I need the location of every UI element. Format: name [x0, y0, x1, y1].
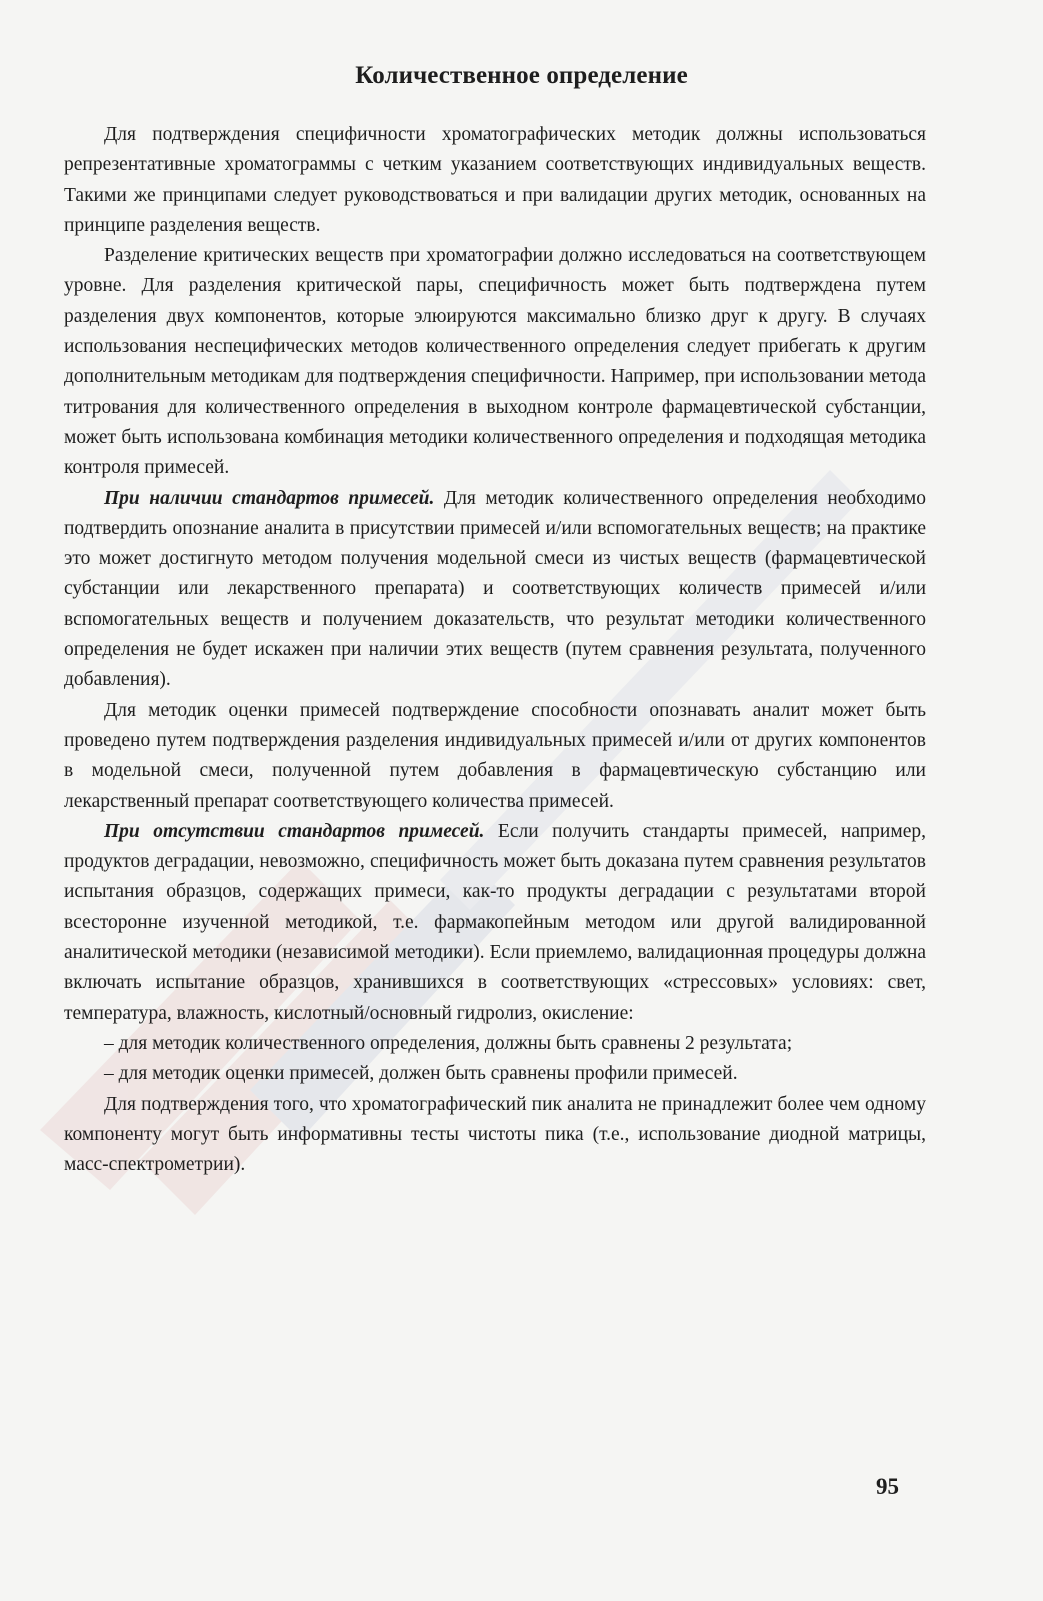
list-item-2: [64, 1059, 926, 1089]
paragraph-3-lead: При наличии стандартов примесей.: [104, 487, 435, 509]
paragraph-6: [64, 1090, 926, 1181]
paragraph-5: [64, 817, 926, 1029]
page-number: 95: [876, 1474, 899, 1499]
paragraph-5-lead: При отсутствии стандартов примесей.: [104, 820, 485, 842]
paragraph-2-text: Разделение критических веществ при хроматографии должно исследоваться на соответствующем уровне. Для разделения критической пары, специфичность может быть подтверждена путем разделения двух компонентов, которые элюируются максимально близко друг к другу. В случаях использования неспецифических методов количественного определения следует прибегать к другим дополнительным методикам для подтверждения специфичности. Например, при использовании метода титрования для количественного определения в выходном контроле фармацевтической субстанции, может быть использована комбинация методики количественного определения и подходящая методика контроля примесей.: [64, 245, 926, 479]
paragraph-3-text: Для методик количественного определения необходимо подтвердить опознание аналита в присутствии примесей и/или вспомогательных веществ; на практике это может достигнуто методом получения модельной смеси из чистых веществ (фармацевтической субстанции или лекарственного препарата) и соответствующих количеств примесей и/или вспомогательных веществ и получением доказательств, что результат методики количественного определения не будет искажен при наличии этих веществ (путем сравнения результата, полученного добавления).: [64, 487, 926, 691]
page-title: Количественное определение: [355, 62, 688, 89]
body-text: [64, 120, 926, 1180]
paragraph-4-text: Для методик оценки примесей подтверждение способности опознавать аналит может быть проведено путем подтверждения разделения индивидуальных примесей и/или от других компонентов в модельной смеси, полученной путем добавления в фармацевтическую субстанцию или лекарственный препарат соответствующего количества примесей.: [64, 699, 926, 812]
paragraph-1-text: Для подтверждения специфичности хроматографических методик должны использоваться репрезентативные хроматограммы с четким указанием соответствующих индивидуальных веществ. Такими же принципами следует руководствоваться и при валидации других методик, основанных на принципе разделения веществ.: [64, 124, 926, 236]
paragraph-1: [64, 120, 926, 241]
paragraph-4: [64, 696, 926, 817]
paragraph-5-text: Если получить стандарты примесей, например, продуктов деградации, невозможно, специфичность может быть доказана путем сравнения результатов испытания образцов, содержащих примеси, как-то продукты деградации с результатами второй всесторонне изученной методикой, т.е. фармакопейным методом или другой валидированной аналитической методики (независимой методики). Если приемлемо, валидационная процедуры должна включать испытание образцов, хранившихся в соответствующих «стрессовых» условиях: свет, температура, влажность, кислотный/основный гидролиз, окисление:: [64, 820, 926, 1024]
paragraph-3: [64, 484, 926, 696]
paragraph-6-text: Для подтверждения того, что хроматографический пик аналита не принадлежит более чем одному компоненту могут быть информативны тесты чистоты пика (т.е., использование диодной матрицы, масс-спектрометрии).: [64, 1093, 926, 1176]
list-item-1-text: – для методик количественного определения, должны быть сравнены 2 результата;: [104, 1032, 793, 1054]
list-item-2-text: – для методик оценки примесей, должен быть сравнены профили примесей.: [104, 1063, 738, 1085]
list-item-1: [64, 1029, 926, 1059]
paragraph-2: [64, 241, 926, 483]
